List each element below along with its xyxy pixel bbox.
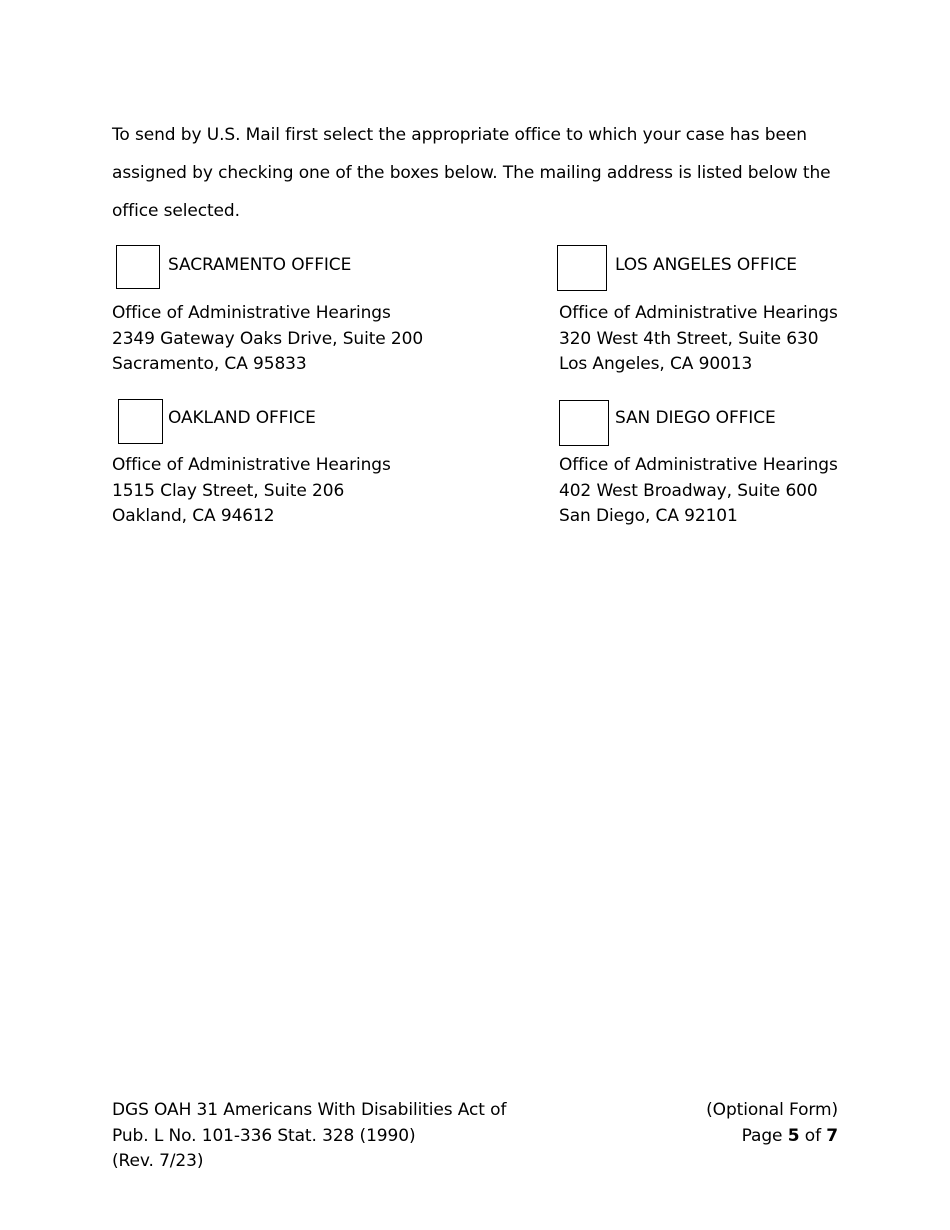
form-identifier (112, 1098, 506, 1175)
address-line: San Diego, CA 92101 (559, 506, 738, 526)
address-line: Oakland, CA 94612 (112, 506, 275, 526)
page-current: 5 (787, 1125, 800, 1146)
page-of: of (804, 1125, 821, 1146)
form-id-line: DGS OAH 31 Americans With Disabilities Act of (112, 1100, 507, 1120)
office-address (112, 453, 391, 530)
instructions-paragraph: To send by U.S. Mail first select the appropriate office to which your case has been assigned by checking one of the boxes below. The mailing address is listed below the office selected. (112, 125, 831, 221)
optional-form-label: (Optional Form) (706, 1100, 838, 1120)
office-san-diego (559, 397, 889, 526)
address-line: Office of Administrative Hearings (112, 455, 391, 475)
los-angeles-office-checkbox[interactable] (557, 245, 607, 291)
office-oakland (112, 397, 442, 526)
office-label: SACRAMENTO OFFICE (168, 255, 352, 275)
oakland-office-checkbox[interactable] (118, 399, 163, 444)
address-line: Office of Administrative Hearings (559, 455, 838, 475)
office-label: OAKLAND OFFICE (168, 408, 316, 428)
address-line: 2349 Gateway Oaks Drive, Suite 200 (112, 328, 424, 349)
address-line: 402 West Broadway, Suite 600 (559, 480, 818, 501)
office-header (559, 245, 889, 291)
office-los-angeles (559, 245, 889, 374)
form-id-line: (Rev. 7/23) (112, 1151, 204, 1171)
office-address (559, 301, 838, 378)
office-header (559, 397, 889, 443)
page-number (706, 1124, 838, 1150)
office-label: SAN DIEGO OFFICE (615, 408, 776, 428)
sacramento-office-checkbox[interactable] (116, 245, 160, 289)
page-info (706, 1098, 838, 1149)
office-header (112, 245, 442, 291)
page-total: 7 (826, 1125, 838, 1146)
office-address (112, 301, 423, 378)
address-line: Sacramento, CA 95833 (112, 354, 307, 374)
address-line: 1515 Clay Street, Suite 206 (112, 480, 345, 501)
form-id-line: Pub. L No. 101-336 Stat. 328 (1990) (112, 1125, 416, 1146)
address-line: Los Angeles, CA 90013 (559, 354, 753, 374)
san-diego-office-checkbox[interactable] (559, 400, 609, 446)
office-header (112, 397, 442, 443)
office-sacramento (112, 245, 442, 374)
page-prefix: Page (741, 1125, 783, 1146)
address-line: 320 West 4th Street, Suite 630 (559, 328, 819, 349)
address-line: Office of Administrative Hearings (112, 303, 391, 323)
address-line: Office of Administrative Hearings (559, 303, 838, 323)
office-address (559, 453, 838, 530)
office-label: LOS ANGELES OFFICE (615, 255, 797, 275)
